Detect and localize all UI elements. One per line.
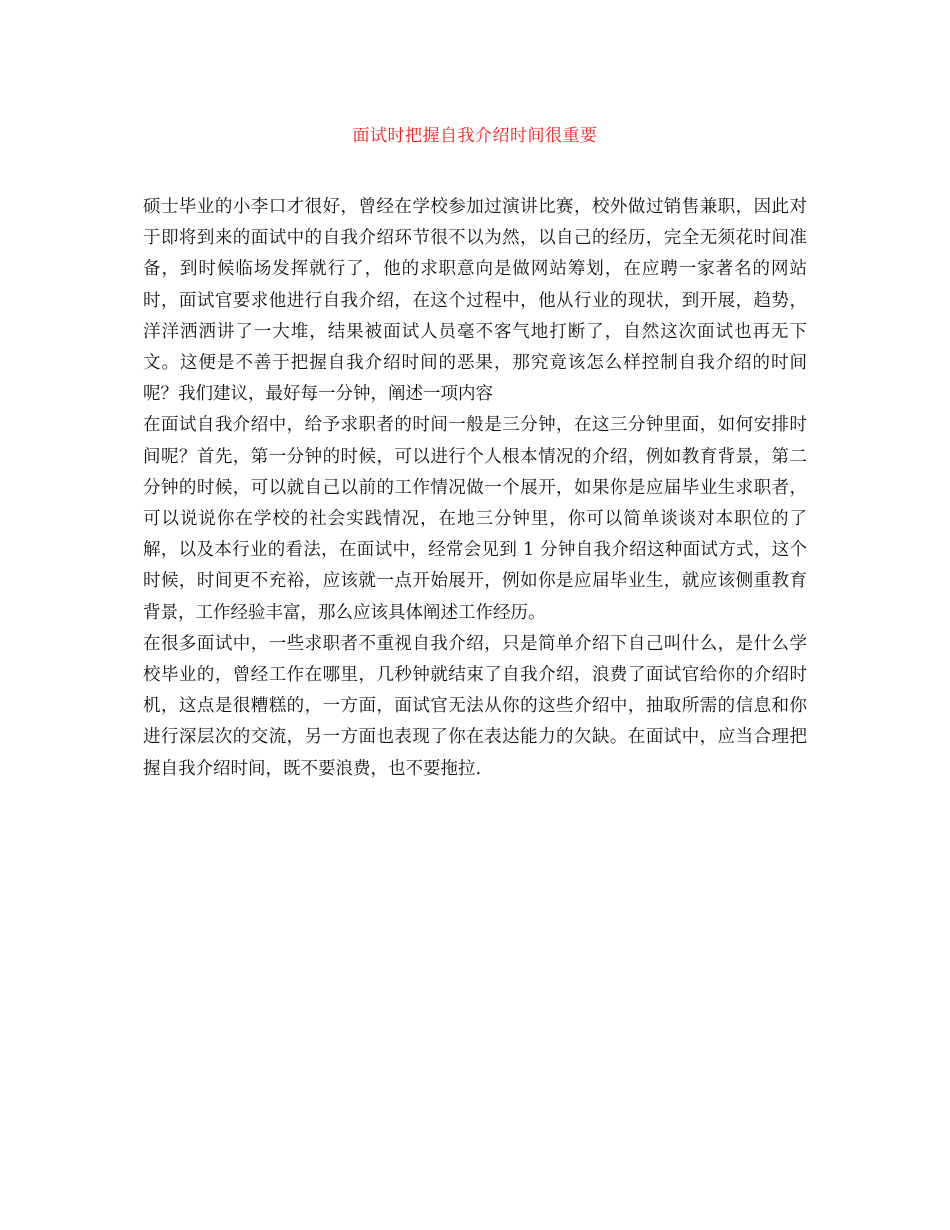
page-title: 面试时把握自我介绍时间很重要 <box>352 126 598 146</box>
paragraph-1: 硕士毕业的小李口才很好，曾经在学校参加过演讲比赛，校外做过销售兼职，因此对于即将到来的面试中的自我介绍环节很不以为然，以自己的经历，完全无须花时间准备，到时候临场发挥就行了，他的求职意向是做网站筹划，在应聘一家著名的网站时，面试官要求他进行自我介绍，在这个过程中，他从行业的现状，到开展，趋势，洋洋洒洒讲了一大堆，结果被面试人员毫不客气地打断了，自然这次面试也再无下文。这便是不善于把握自我介绍时间的恶果，那究竟该怎么样控制自我介绍的时间呢？我们建议，最好每一分钟，阐述一项内容 <box>143 197 807 405</box>
paragraph-2: 在面试自我介绍中，给予求职者的时间一般是三分钟，在这三分钟里面，如何安排时间呢？首先，第一分钟的时候，可以进行个人根本情况的介绍，例如教育背景，第二分钟的时候，可以就自己以前的工作情况做一个展开，如果你是应届毕业生求职者，可以说说你在学校的社会实践情况，在地三分钟里，你可以简单谈谈对本职位的了解，以及本行业的看法，在面试中，经常会见到 1 分钟自我介绍这种面试方式，这个时候，时间更不充裕，应该就一点开始展开，例如你是应届毕业生，就应该侧重教育背景，工作经验丰富，那么应该具体阐述工作经历。 <box>143 415 807 623</box>
document-body <box>143 192 807 785</box>
paragraph-3: 在很多面试中，一些求职者不重视自我介绍，只是简单介绍下自己叫什么，是什么学校毕业的，曾经工作在哪里，几秒钟就结束了自我介绍，浪费了面试官给你的介绍时机，这点是很糟糕的，一方面，面试官无法从你的这些介绍中，抽取所需的信息和你进行深层次的交流，另一方面也表现了你在表达能力的欠缺。在面试中，应当合理把握自我介绍时间，既不要浪费，也不要拖拉. <box>143 633 807 779</box>
